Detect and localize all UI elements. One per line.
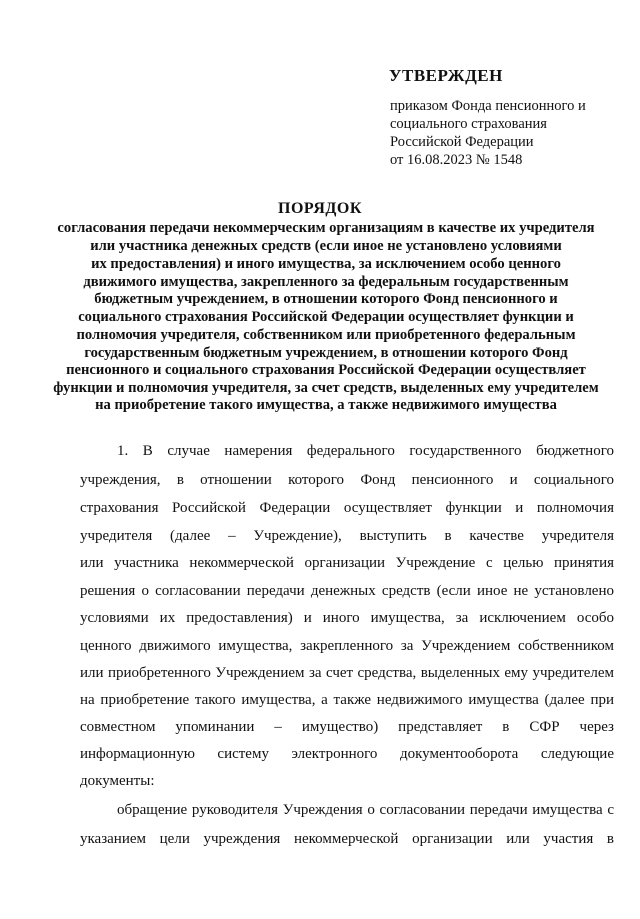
approval-line-country: Российской Федерации [390,134,534,150]
paragraph-2-line: указанием цели учреждения некоммерческой организации или участия в [80,831,614,847]
paragraph-1-line: информационную систему электронного документооборота следующие [80,746,614,762]
subtitle-line: их предоставления) и иного имущества, за исключением особо ценного [91,256,561,272]
paragraph-1-line: условиями их предоставления) и иного имущества, за исключением особо [80,610,614,626]
approval-line-order: приказом Фонда пенсионного и [390,98,586,114]
paragraph-1-line: или участника некоммерческой организации Учреждение с целью принятия [80,555,614,571]
paragraph-1-line: ценного движимого имущества, закрепленного за Учреждением собственником [80,638,614,654]
subtitle-line: или участника денежных средств (если иное не установлено условиями [90,238,562,254]
approval-line-fund: социального страхования [390,116,547,132]
paragraph-2-line: обращение руководителя Учреждения о согласовании передачи имущества с [117,802,614,818]
paragraph-1-line: 1. В случае намерения федерального государственного бюджетного [117,443,614,459]
paragraph-1-line: на приобретение такого имущества, а также недвижимого имущества (далее при [80,692,614,708]
subtitle-line: полномочия учредителя, собственником или приобретенного федеральным [76,327,576,343]
subtitle-line: движимого имущества, закрепленного за федеральным государственным [83,274,569,290]
paragraph-1-line: решения о согласовании передачи денежных средств (если иное не установлено [80,583,614,599]
paragraph-1-line: страхования Российской Федерации осуществляет функции и полномочия [80,500,614,516]
approval-title: УТВЕРЖДЕН [389,66,503,85]
subtitle-line: бюджетным учреждением, в отношении которого Фонд пенсионного и [94,291,558,307]
subtitle-line: на приобретение такого имущества, а также недвижимого имущества [95,397,557,413]
paragraph-1-line: учредителя (далее – Учреждение), выступить в качестве учредителя [80,528,614,544]
document-title: ПОРЯДОК [278,200,362,217]
paragraph-1-line: учреждения, в отношении которого Фонд пенсионного и социального [80,472,614,488]
approval-line-date-number: от 16.08.2023 № 1548 [390,152,523,168]
paragraph-1-line: совместном упоминании – имущество) представляет в СФР через [80,719,614,735]
subtitle-line: согласования передачи некоммерческим организациям в качестве их учредителя [57,220,595,236]
subtitle-line: пенсионного и социального страхования Российской Федерации осуществляет [66,362,586,378]
subtitle-line: социального страхования Российской Федерации осуществляет функции и [78,309,574,325]
paragraph-1-line: документы: [80,773,155,789]
paragraph-1-line: или приобретенного Учреждением за счет средства, выделенных ему учредителем [80,665,614,681]
subtitle-line: функции и полномочия учредителя, за счет средств, выделенных ему учредителем [53,380,599,396]
subtitle-line: государственным бюджетным учреждением, в отношении которого Фонд [84,345,568,361]
